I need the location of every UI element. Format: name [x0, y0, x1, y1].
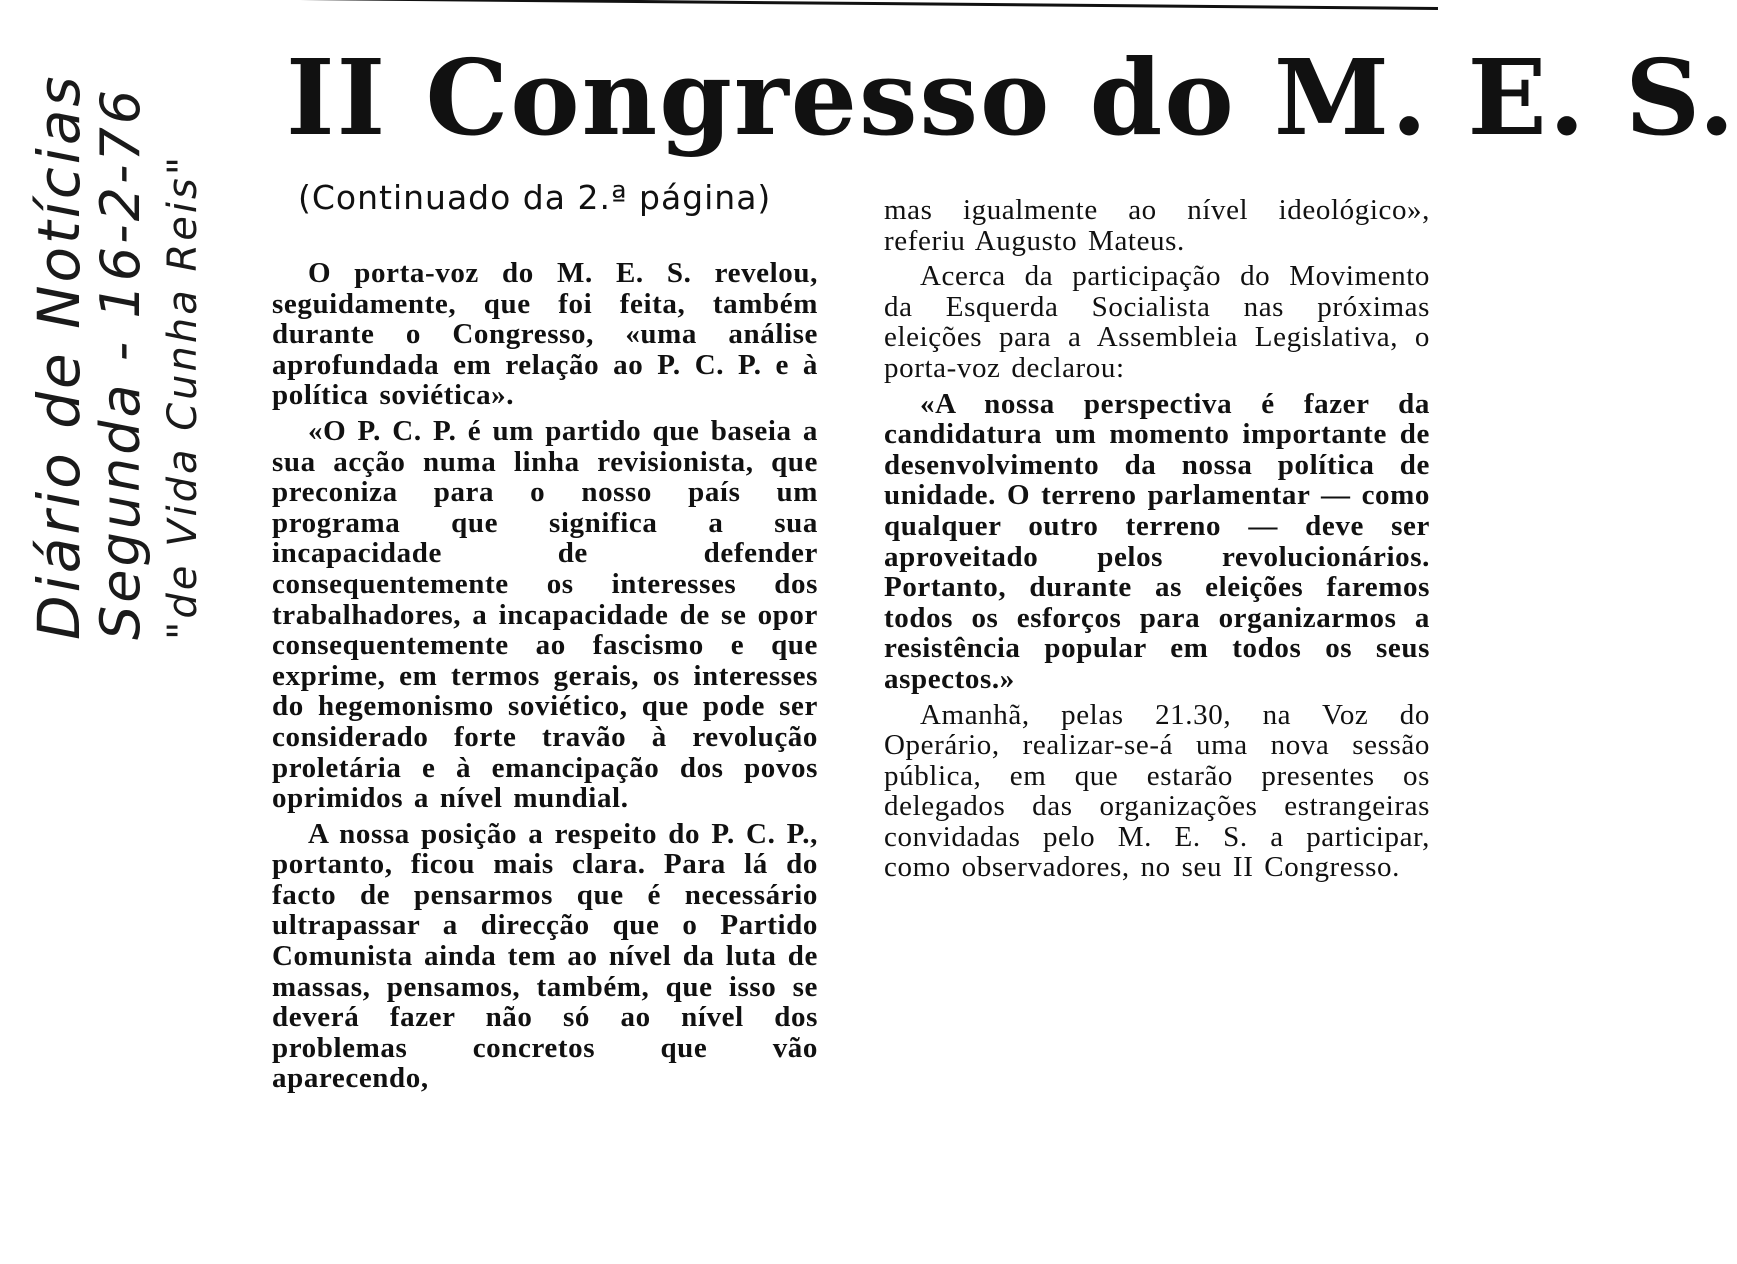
top-rule — [300, 0, 1438, 10]
continued-note: (Continuado da 2.ª página) — [298, 178, 772, 217]
paragraph-4: mas igualmente ao nível ideológico», referiu Augusto Mateus. — [884, 194, 1430, 257]
handwritten-date: Segunda - 16-2-76 — [89, 86, 152, 640]
article-column-left — [272, 258, 818, 1099]
paragraph-7: Amanhã, pelas 21.30, na Voz do Operário, realizar-se-á uma nova sessão pública, em que estarão presentes os delegados das organizações estrangeiras convidadas pelo M. E. S. a participar, como observadores, no seu II Congresso. — [884, 698, 1430, 884]
headline: II Congresso do M. E. S. — [286, 36, 1737, 159]
handwritten-annotation — [25, 20, 214, 640]
handwritten-source: Diário de Notícias — [25, 73, 93, 640]
paragraph-3: A nossa posição a respeito do P. C. P., portanto, ficou mais clara. Para lá do facto de pensarmos que é necessário ultrapassar a direcção que o Partido Comunista ainda tem ao nível da luta de massas, pensamos, também, que isso se deverá fazer não só ao nível dos problemas concretos que vão aparecendo, — [272, 817, 818, 1095]
paragraph-5: Acerca da participação do Movimento da Esquerda Socialista nas próximas eleições para a Assembleia Legislativa, o porta-voz declarou: — [884, 260, 1430, 384]
paragraph-1: O porta-voz do M. E. S. revelou, seguidamente, que foi feita, também durante o Congresso, «uma análise aprofundada em relação ao P. C. P. e à política soviética». — [272, 257, 818, 412]
paragraph-6: «A nossa perspectiva é fazer da candidatura um momento importante de desenvolvimento da nossa política de unidade. O terreno parlamentar — como qualquer outro terreno — deve ser aproveitado pelos revolucionários. Portanto, durante as eleições faremos todos os esforços para organizarmos a resistência popular em todos os seus aspectos.» — [884, 387, 1430, 695]
article-column-right — [884, 195, 1430, 888]
paragraph-2: «O P. C. P. é um partido que baseia a sua acção numa linha revisionista, que preconiza para o nosso país um programa que significa a sua incapacidade de defender consequentemente os interesses dos trabalhadores, a incapacidade de se opor consequentemente ao fascismo e que exprime, em termos gerais, os interesses do hegemonismo soviético, que pode ser considerado forte travão à revolução proletária e à emancipação dos povos oprimidos a nível mundial. — [272, 414, 818, 815]
handwritten-collection: "de Vida Cunha Reis" — [160, 153, 206, 640]
